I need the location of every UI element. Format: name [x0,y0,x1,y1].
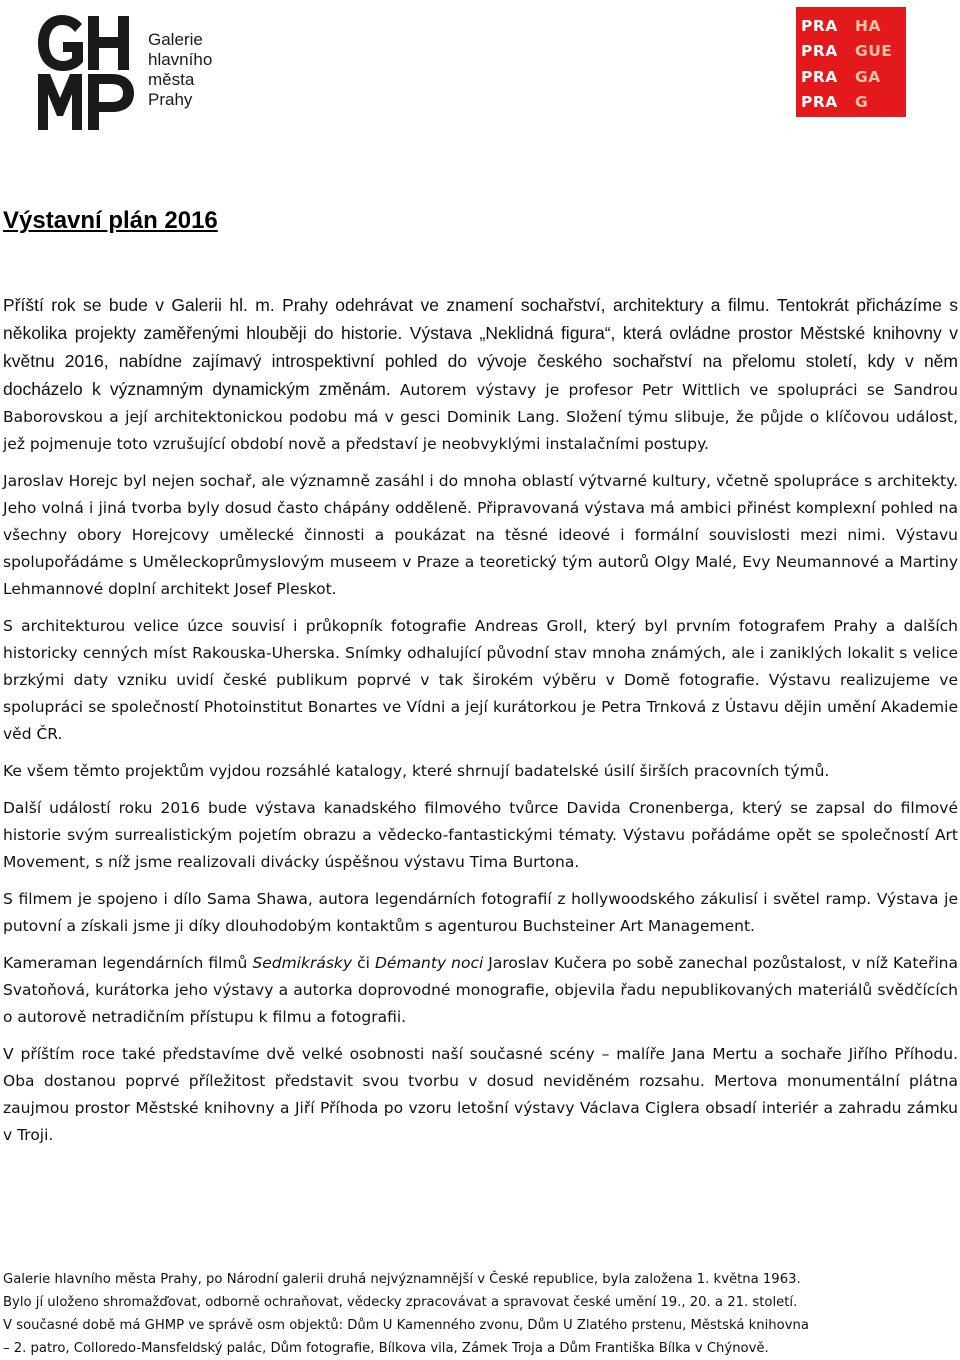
paragraph-text: Kameraman legendárních filmů [3,954,253,972]
paragraph-intro-text: Příští rok se bude v Galerii hl. m. Prahy odehrávat ve znamení sochařství, architektury a filmu. Tentokrát přicházíme s několika projekty zaměřenými hlouběji do historie. Výstava „Neklidná figura“, která ovládne prostor Městské knihovny v květnu 2016, nabídne zajímavý introspektivní pohled do vývoje českého sochařství na přelomu století, kdy v něm docházelo k významným dynamickým změnám. [3,295,958,399]
paragraph: Další událostí roku 2016 bude výstava kanadského filmového tvůrce Davida Cronenberga, který se zapsal do filmové historie svým surrealistickým pojetím obrazu a vědecko-fantastickými tématy. Výstavu pořádáme opět se společností Art Movement, s níž jsme realizovali divácky úspěšnou výstavu Tima Burtona. [3,799,958,871]
praha-logo-text: PRA [801,16,838,35]
praha-logo-text: GUE [855,42,893,61]
document-footer [3,1268,958,1360]
praha-logo-text: HA [855,16,881,35]
paragraph [3,292,958,458]
ghmp-logo-line: hlavního [148,50,213,69]
ghmp-logo-line: Galerie [148,30,203,49]
paragraph [3,950,958,1031]
ghmp-logo-line: Prahy [148,90,193,109]
paragraph-text: Autorem výstavy je profesor Petr Wittlich ve spolupráci se Sandrou Baborovskou a její architektonickou podobu má v gesci Dominik Lang. Složení týmu slibuje, že půjde o klíčovou událost, jež pojmenuje toto vzrušující období nově a představí je neobvyklými instalačními postupy. [3,381,958,453]
paragraph-text: či [352,954,375,972]
paragraph: S filmem je spojeno i dílo Sama Shawa, autora legendárních fotografií z hollywoodského zákulisí i světel ramp. Výstava je putovní a získali jsme ji díky dlouhodobým kontaktům s agenturou Buchsteiner Art Management. [3,890,958,935]
document-body [3,292,958,1159]
footer-line: Galerie hlavního města Prahy, po Národní galerii druhá nejvýznamnější v České republice, byla založena 1. května 1963. [3,1272,801,1287]
paragraph: S architekturou velice úzce souvisí i průkopník fotografie Andreas Groll, který byl prvním fotografem Prahy a dalších historicky cenných míst Rakouska-Uherska. Snímky odhalující původní stav mnoha známých, ale i zaniklých lokalit s velice brzkými daty vzniku uvidí české publikum poprvé v tak širokém výběru v Domě fotografie. Výstavu realizujeme ve spolupráci se společností Photoinstitut Bonartes ve Vídni a její kurátorkou je Petra Trnková z Ústavu dějin umění Akademie věd ČR. [3,617,958,743]
praha-logo-text: GA [855,67,881,86]
ghmp-logo [36,14,236,132]
praha-logo [796,7,906,117]
praha-logo-row [796,13,906,39]
paragraph: V příštím roce také představíme dvě velké osobnosti naší současné scény – malíře Jana Mertu a sochaře Jiřího Příhodu. Oba dostanou poprvé příležitost představit svou tvorbu v dosud neviděném rozsahu. Mertova monumentální plátna zaujmou prostor Městské knihovny a Jiří Příhoda po vzoru letošní výstavy Václava Ciglera obsadí interiér a zahradu zámku v Troji. [3,1045,958,1144]
praha-logo-text: PRA [801,67,838,86]
praha-logo-row [796,90,906,116]
footer-line: V současné době má GHMP ve správě osm objektů: Dům U Kamenného zvonu, Dům U Zlatého prstenu, Městská knihovna [3,1318,809,1333]
ghmp-logo-line: města [148,70,195,89]
paragraph: Ke všem těmto projektům vyjdou rozsáhlé katalogy, které shrnují badatelské úsilí širších pracovních týmů. [3,762,830,780]
footer-line: – 2. patro, Colloredo-Mansfeldský palác, Dům fotografie, Bílkova vila, Zámek Troja a Dům Františka Bílka v Chýnově. [3,1341,769,1356]
ghmp-logo-mark [36,14,142,132]
praha-logo-text: G [855,93,869,112]
ghmp-logo-text [148,30,212,110]
footer-line: Bylo jí uloženo shromažďovat, odborně ochraňovat, vědecky zpracovávat a spravovat české umění 19., 20. a 21. století. [3,1295,798,1310]
paragraph: Jaroslav Horejc byl nejen sochař, ale významně zasáhl i do mnoha oblastí výtvarné kultury, včetně spolupráce s architekty. Jeho volná i jiná tvorba byly dosud často chápány odděleně. Připravovaná výstava má ambici přinést komplexní pohled na všechny obory Horejcovy umělecké činnosti a poukázat na těsné ideové i formální souvislosti mezi nimi. Výstavu spolupořádáme s Uměleckoprůmyslovým museem v Praze a teoretický tým autorů Olgy Malé, Evy Neumannové a Martiny Lehmannové doplní architekt Josef Pleskot. [3,472,958,598]
praha-logo-text: PRA [801,42,838,61]
praha-logo-text: PRA [801,93,838,112]
page-title: Výstavní plán 2016 [3,207,218,234]
film-title: Sedmikrásky [252,954,353,972]
paragraph-text: Jaroslav Kučera po sobě zanechal pozůstalost, v níž Kateřina Svatoňová, kurátorka jeho výstavy a autorka doprovodné monografie, objevila řadu nepublikovaných materiálů svědčících o autorově netradičním přístupu k filmu a fotografii. [3,954,958,1026]
film-title: Démanty noci [374,954,484,972]
praha-logo-row [796,64,906,90]
praha-logo-row [796,39,906,65]
